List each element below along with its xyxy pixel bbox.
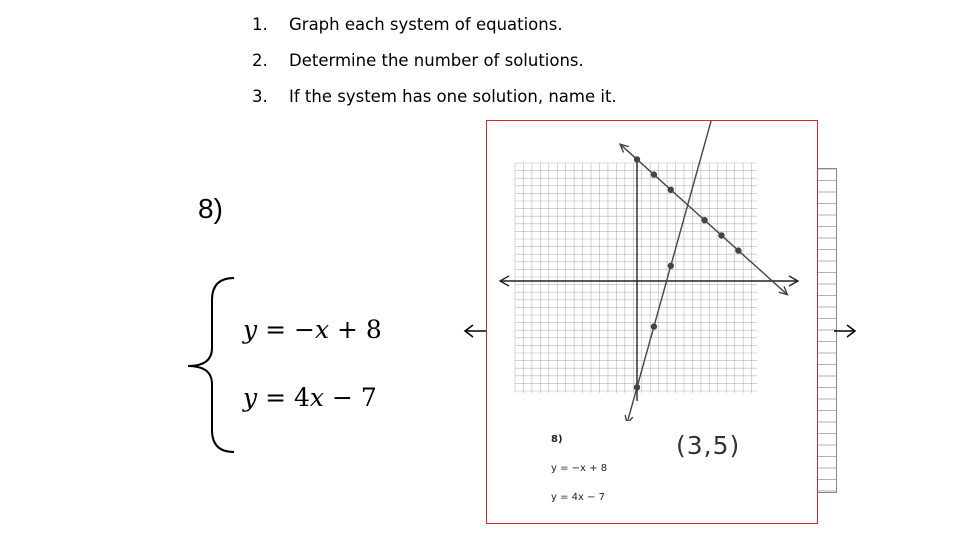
plotted-point <box>651 323 657 329</box>
key-problem-label: 8) <box>551 434 563 445</box>
instruction-2 <box>252 50 617 86</box>
instruction-text: Determine the number of solutions. <box>289 51 584 70</box>
eq-part: − 7 <box>324 383 377 412</box>
eq-variable: x <box>314 315 330 344</box>
plotted-point <box>651 171 657 177</box>
key-equation-2: y = 4x − 7 <box>551 492 606 503</box>
eq-part: + 8 <box>329 315 382 344</box>
plotted-point <box>668 187 674 193</box>
problem-number: 8) <box>198 193 223 224</box>
instruction-number: 3. <box>252 87 268 106</box>
eq-relation: = <box>265 383 287 412</box>
answer-key-graph <box>487 121 817 421</box>
plotted-point <box>634 384 640 390</box>
instruction-text: If the system has one solution, name it. <box>289 87 617 106</box>
equation-2 <box>243 383 377 412</box>
eq-variable: y <box>243 383 258 412</box>
key-equation-1: y = −x + 8 <box>551 463 608 474</box>
right-arrow-icon <box>834 322 858 340</box>
instruction-number: 1. <box>252 15 268 34</box>
eq-part: − <box>293 315 315 344</box>
eq-relation: = <box>265 315 287 344</box>
eq-variable: x <box>309 383 324 412</box>
handwritten-solution: (3,5) <box>676 431 741 460</box>
eq-part: 4 <box>293 383 310 412</box>
plotted-point <box>668 263 674 269</box>
plotted-point <box>735 247 741 253</box>
instruction-1 <box>252 14 617 50</box>
instruction-3 <box>252 86 617 122</box>
eq-variable: y <box>243 315 258 344</box>
plotted-point <box>634 156 640 162</box>
answer-key-card <box>486 120 818 524</box>
equation-1 <box>243 315 382 344</box>
left-arrow-icon <box>462 322 488 340</box>
left-brace-icon <box>182 276 238 456</box>
instructions-list <box>252 14 617 122</box>
plotted-point <box>701 217 707 223</box>
plotted-point <box>718 232 724 238</box>
instruction-text: Graph each system of equations. <box>289 15 563 34</box>
instruction-number: 2. <box>252 51 268 70</box>
